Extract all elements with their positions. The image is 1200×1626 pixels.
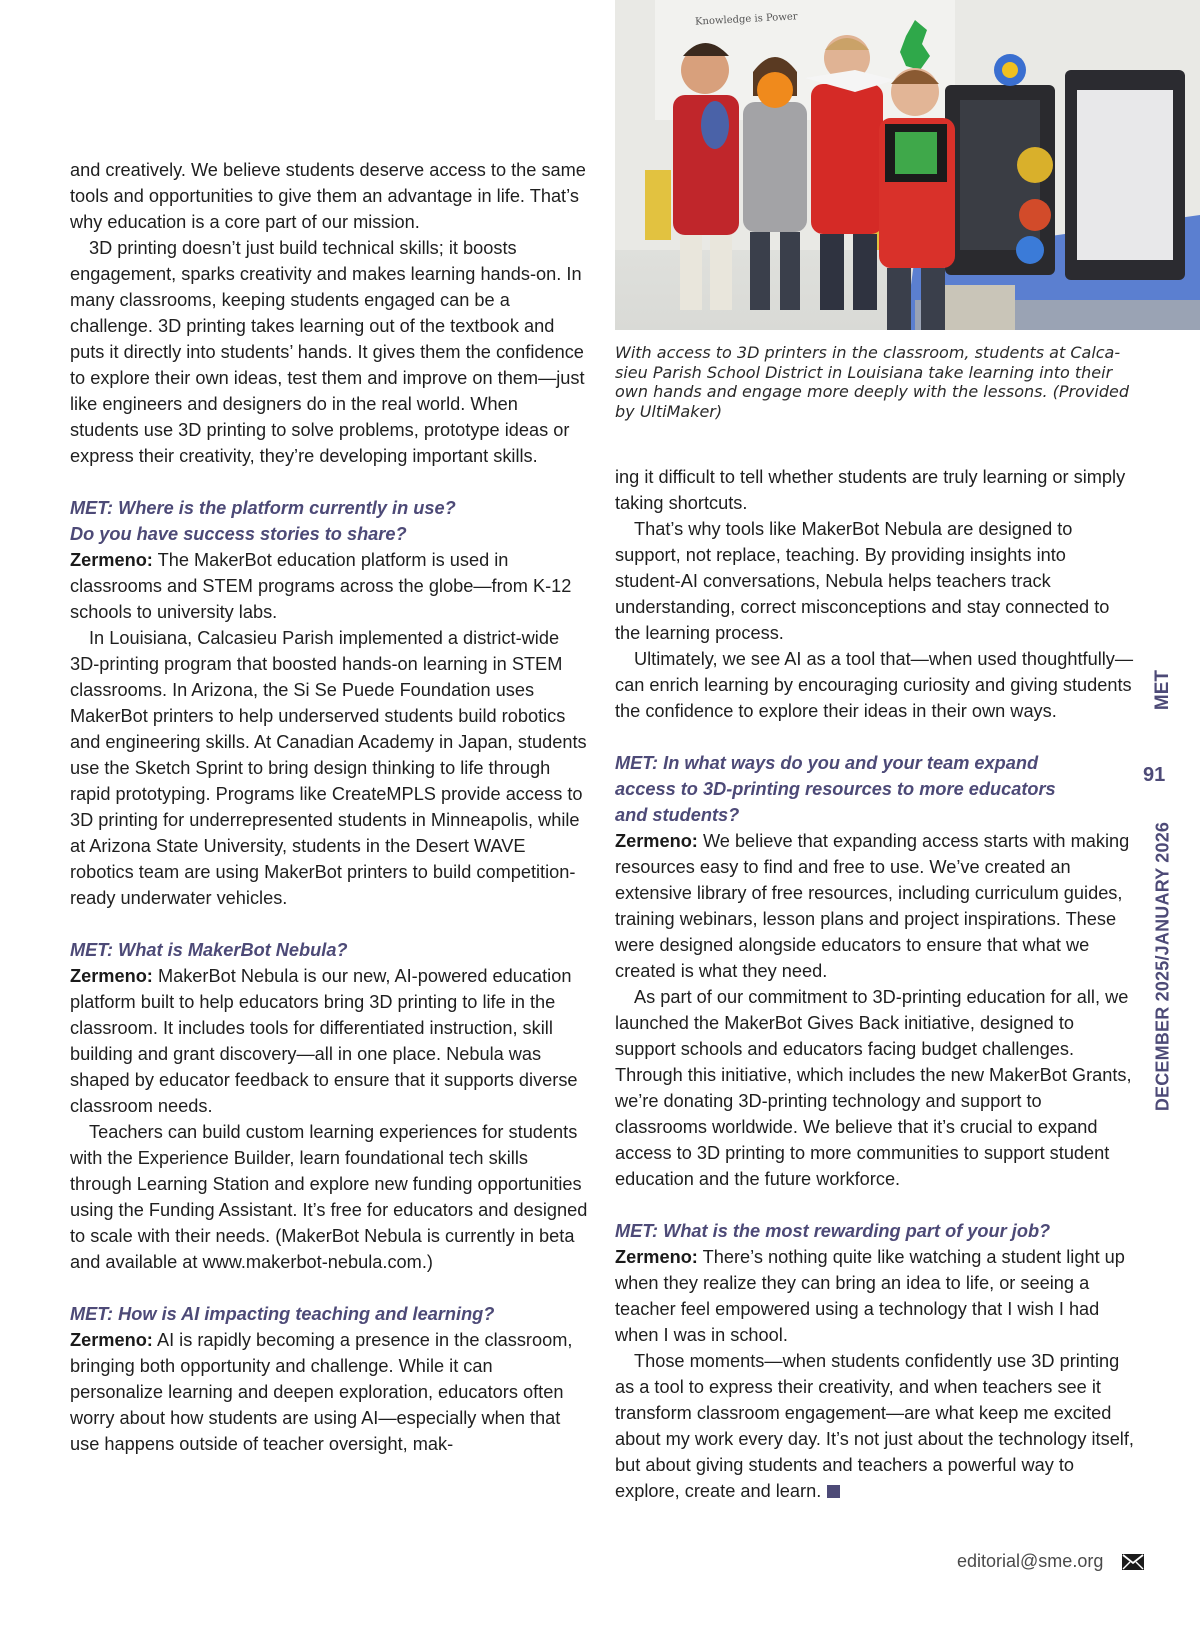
speaker-label: Zermeno:	[615, 1247, 698, 1267]
answer-text: The MakerBot education platform is used in classrooms and STEM programs across the globe—from K-12 schools to university labs.	[70, 550, 572, 622]
photo-illustration	[615, 0, 1200, 330]
section-gap	[615, 724, 1135, 750]
page-number: 91	[1143, 764, 1166, 786]
section-gap	[70, 469, 590, 495]
right-column	[615, 464, 1135, 1504]
answer-paragraph	[70, 963, 590, 1119]
paragraph: Teachers can build custom learning experiences for students with the Experience Builder, learn foundational tech skills through Learning Station and explore new funding opportunities using the Funding Assistant. It’s free for educators and designed to scale with their needs. (MakerBot Nebula is currently in beta and available at www.makerbot-nebula.com.)	[70, 1122, 588, 1272]
section-gap	[70, 1275, 590, 1301]
answer-paragraph	[70, 547, 590, 625]
end-mark-icon	[827, 1485, 840, 1498]
section-gap	[70, 911, 590, 937]
issue-date: DECEMBER 2025/JANUARY 2026	[1152, 821, 1173, 1112]
answer-paragraph	[615, 828, 1135, 984]
paragraph: As part of our commitment to 3D-printing education for all, we launched the MakerBot Gives Back initiative, designed to support schools and educators facing budget challenges. Through this initiative, which includes the new MakerBot Grants, we’re donating 3D-printing technology and support to classrooms worldwide. We believe that it’s crucial to expand access to 3D printing to more communities to support student education and the future workforce.	[615, 987, 1132, 1189]
paragraph	[615, 1348, 1135, 1504]
answer-paragraph	[615, 1244, 1135, 1348]
question-line: MET: Where is the platform currently in use?	[70, 498, 456, 518]
paragraph: ing it difficult to tell whether students are truly learning or simply taking shortcuts.	[615, 467, 1126, 513]
paragraph: and creatively. We believe students deserve access to the same tools and opportunities to give them an advantage in life. That’s why education is a core part of our mission.	[70, 160, 586, 232]
caption-line: With access to 3D printers in the classroom, students at Calca-	[615, 343, 1121, 362]
paragraph: Ultimately, we see AI as a tool that—when used thoughtfully—can enrich learning by encouraging curiosity and giving students the confidence to explore their ideas in their own ways.	[615, 649, 1134, 721]
answer-text: MakerBot Nebula is our new, AI-powered education platform built to help educators bring 3D printing to life in the classroom. It includes tools for differentiated instruction, skill building and grant discovery—all in one place. Nebula was shaped by educator feedback to ensure that it supports diverse classroom needs.	[70, 966, 578, 1116]
envelope-icon[interactable]	[1122, 1554, 1144, 1570]
section-gap	[615, 1192, 1135, 1218]
paragraph: That’s why tools like MakerBot Nebula are designed to support, not replace, teaching. By providing insights into student-AI conversations, Nebula helps teachers track understanding, correct misconceptions and stay connected to the learning process.	[615, 519, 1110, 643]
question-line: Do you have success stories to share?	[70, 524, 407, 544]
question-line: access to 3D-printing resources to more educators	[615, 779, 1056, 799]
question-heading: MET: How is AI impacting teaching and learning?	[70, 1304, 495, 1324]
speaker-label: Zermeno:	[70, 966, 153, 986]
question-heading: MET: What is MakerBot Nebula?	[70, 940, 348, 960]
question-heading	[70, 495, 590, 547]
question-heading: MET: What is the most rewarding part of your job?	[615, 1221, 1051, 1241]
photo-caption	[615, 343, 1135, 421]
caption-line: own hands and engage more deeply with the lessons. (Provided	[615, 382, 1129, 401]
paragraph: In Louisiana, Calcasieu Parish implemented a district-wide 3D-printing program that boosted hands-on learning in STEM classrooms. In Arizona, the Si Se Puede Foundation uses MakerBot printers to help underserved students build robotics and engineering skills. At Canadian Academy in Japan, students use the Sketch Sprint to bring design thinking to life through rapid prototyping. Programs like CreateMPLS provide access to 3D printing for underrepresented students in Minneapolis, while at Arizona State University, students in the Desert WAVE robotics team are using MakerBot printers to build competition-ready underwater vehicles.	[70, 628, 587, 908]
paragraph: 3D printing doesn’t just build technical skills; it boosts engagement, sparks creativity and makes learning hands-on. In many classrooms, keeping students engaged can be a challenge. 3D printing takes learning out of the textbook and puts it directly into students’ hands. It gives them the confidence to explore their own ideas, test them and improve on them—just like engineers and designers do in the real world. When students use 3D printing to solve problems, prototype ideas or express their creativity, they’re developing important skills.	[70, 238, 585, 466]
caption-line: by UltiMaker)	[615, 401, 723, 421]
footer-email[interactable]: editorial@sme.org	[957, 1551, 1104, 1571]
speaker-label: Zermeno:	[70, 1330, 153, 1350]
question-line: and students?	[615, 805, 740, 825]
answer-text: AI is rapidly becoming a presence in the classroom, bringing both opportunity and challenge. While it can personalize learning and deepen exploration, educators often worry about how students are using AI—especially when that use happens outside of teacher oversight, mak-	[70, 1330, 573, 1454]
left-column	[70, 157, 590, 1457]
question-heading	[615, 750, 1135, 828]
answer-text: Those moments—when students confidently use 3D printing as a tool to express their creativity, and when teachers see it transform classroom engagement—are what keep me excited about my work every day. It’s not just about the technology itself, but about giving students and teachers a powerful way to explore, create and learn.	[615, 1351, 1134, 1501]
question-line: MET: In what ways do you and your team expand	[615, 753, 1039, 773]
classroom-photo	[615, 0, 1200, 330]
caption-line: sieu Parish School District in Louisiana take learning into their	[615, 362, 1113, 382]
answer-text: We believe that expanding access starts with making resources easy to find and free to use. We’ve created an extensive library of free resources, including curriculum guides, training webinars, lesson plans and project inspirations. These were designed alongside educators to ensure that what we created is what they need.	[615, 831, 1130, 981]
answer-paragraph	[70, 1327, 590, 1457]
board-text: Knowledge is Power	[694, 11, 798, 28]
answer-text: There’s nothing quite like watching a student light up when they realize they can bring an idea to life, or seeing a teacher feel empowered using a technology that I wish I had when I was in school.	[615, 1247, 1125, 1345]
speaker-label: Zermeno:	[70, 550, 153, 570]
magazine-name: MET	[1152, 669, 1173, 711]
speaker-label: Zermeno:	[615, 831, 698, 851]
